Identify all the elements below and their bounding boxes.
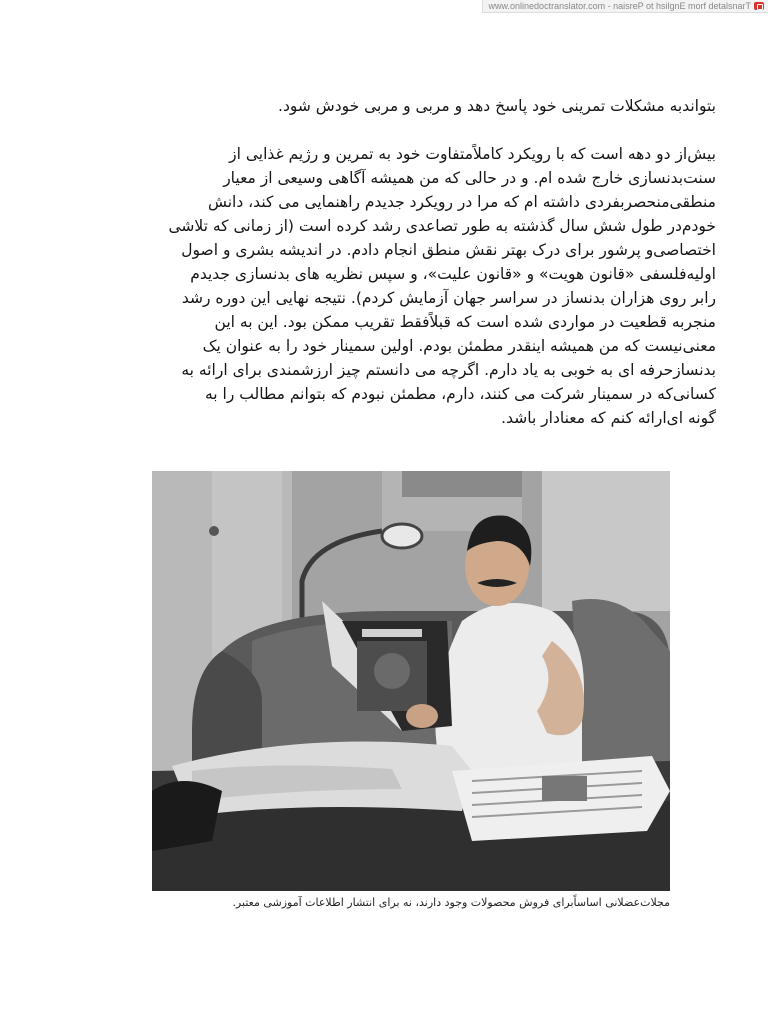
translator-logo-icon	[754, 2, 764, 10]
bodybuilder-reading-photo	[152, 471, 670, 891]
paragraph-main: بیش‌از دو دهه است که با رویکرد کاملاً‌متفاوت خود به تمرین و رژیم غذایی از سنت‌بدنسازی خارج شده ام. و در حالی که من همیشه آگاهی وسیعی از معیار منطقی‌منحصربفردی داشته ام که مرا در رویکرد جدیدم راهنمایی می کند، دانش خودم‌در طول شش سال گذشته به طور تصاعدی رشد کرده است (از زمانی که تلاشی اختصاصی‌و پرشور برای درک بهتر نقش منطق انجام دادم. در اندیشه بشری و اصول اولیه‌فلسفی «قانون هویت» و «قانون علیت»، و سپس نظریه های بدنسازی جدیدم رابر روی هزاران بدنساز در سراسر جهان آزمایش کردم). نتیجه نهایی این دوره رشد منجربه قطعیت در مواردی شده است که قبلاً‌فقط تقریب ممکن بود. این به این معنی‌نیست که من همیشه اینقدر مطمئن بودم. اولین سمینار خود را به عنوان یک بدنسازحرفه ای به خوبی به یاد دارم. اگرچه می دانستم چیز ارزشمندی برای ارائه به کسانی‌که در سمینار شرکت می کنند، دارم، مطمئن نبودم که بتوانم مطالب را به گونه ای‌ارائه کنم که معنادار باشد.	[168, 145, 716, 427]
photo-illustration	[152, 471, 670, 891]
translator-watermark[interactable]	[482, 0, 768, 13]
paragraph-intro: بتواندبه مشکلات تمرینی خود پاسخ دهد و مربی و مربی خودش شود.	[278, 97, 716, 115]
photo-caption: مجلات‌عضلانی اساساً‌برای فروش محصولات وجود دارند، نه برای انتشار اطلاعات آموزشی معتبر.	[232, 896, 670, 909]
watermark-text[interactable]: www.onlinedoctranslator.com - naisreP ot hsilgnE morf detalsnarT	[488, 1, 751, 11]
